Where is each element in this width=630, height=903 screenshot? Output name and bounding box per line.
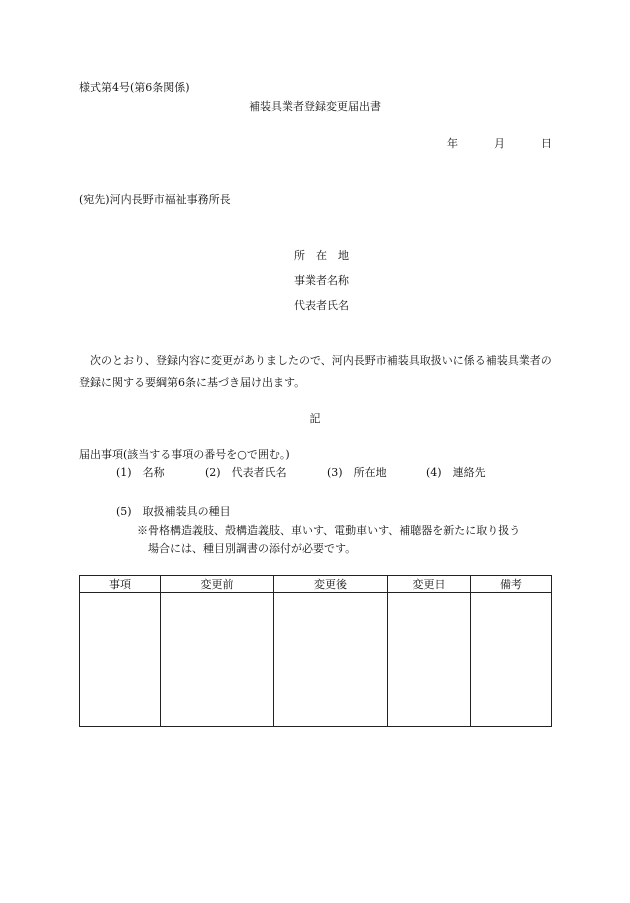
addressee: (宛先)河内長野市福祉事務所長 bbox=[79, 193, 231, 206]
date-month-label: 月 bbox=[494, 137, 505, 150]
option-label: 取扱補装具の種目 bbox=[142, 505, 231, 518]
option-number: (4) bbox=[426, 466, 442, 479]
note-line-2: 場合には、種目別調書の添付が必要です。 bbox=[148, 542, 357, 555]
cell-after bbox=[274, 593, 388, 727]
option-number: (5) bbox=[116, 505, 132, 518]
column-header-item: 事項 bbox=[80, 576, 161, 593]
option-5 bbox=[116, 505, 231, 519]
note-line-1: ※骨格構造義肢、殻構造義肢、車いす、電動車いす、補聴器を新たに取り扱う bbox=[137, 524, 521, 537]
cell-item bbox=[80, 593, 161, 727]
option-label: 名称 bbox=[142, 466, 165, 479]
column-header-change-date: 変更日 bbox=[388, 576, 471, 593]
column-header-before: 変更前 bbox=[161, 576, 274, 593]
option-4 bbox=[426, 466, 486, 480]
table-row bbox=[80, 593, 552, 727]
document-title: 補装具業者登録変更届出書 bbox=[249, 100, 381, 113]
applicant-representative-label: 代表者氏名 bbox=[294, 299, 349, 312]
changes-table bbox=[79, 575, 552, 727]
option-number: (1) bbox=[116, 466, 132, 479]
option-label: 連絡先 bbox=[452, 466, 486, 479]
attachment-note bbox=[137, 522, 557, 558]
cell-change-date bbox=[388, 593, 471, 727]
notice-items-heading: 届出事項(該当する事項の番号を○で囲む。) bbox=[79, 448, 290, 461]
option-3 bbox=[327, 466, 387, 480]
applicant-company-name-label: 事業者名称 bbox=[294, 274, 349, 287]
table-header-row bbox=[80, 576, 552, 593]
form-number: 様式第4号(第6条関係) bbox=[79, 81, 190, 94]
option-2 bbox=[205, 466, 287, 480]
option-number: (2) bbox=[205, 466, 221, 479]
option-number: (3) bbox=[327, 466, 343, 479]
option-label: 代表者氏名 bbox=[231, 466, 287, 479]
applicant-address-label: 所 在 地 bbox=[294, 249, 349, 262]
date-year-label: 年 bbox=[447, 137, 458, 150]
option-label: 所在地 bbox=[353, 466, 387, 479]
cell-before bbox=[161, 593, 274, 727]
option-1 bbox=[116, 466, 165, 480]
body-text: 次のとおり、登録内容に変更がありましたので、河内長野市補装具取扱いに係る補装具業者の登録に関する要綱第6条に基づき届け出ます。 bbox=[79, 354, 552, 389]
ki-heading: 記 bbox=[309, 412, 321, 425]
date-day-label: 日 bbox=[541, 137, 552, 150]
column-header-after: 変更後 bbox=[274, 576, 388, 593]
column-header-remarks: 備考 bbox=[471, 576, 552, 593]
cell-remarks bbox=[471, 593, 552, 727]
